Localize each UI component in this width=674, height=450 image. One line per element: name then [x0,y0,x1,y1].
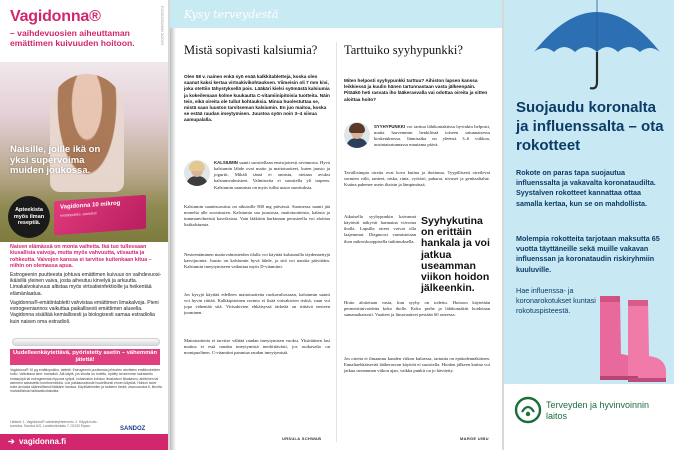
cursor-icon: ➔ [8,437,15,446]
q1-answer-3: Nesteentäminen maitovalmisteiden tilalla voi käyttää kalsiumilla täydennettyjä kasvijuomia. Juusto on kalsiumin hyvä lähde, ja sitä voi nauttia päivittäin. Kalsiumin imeytymiseen vaikuttaa myös D-vitamiini. [184,252,330,270]
package-title: Vagidonna 10 mikrog [60,200,121,211]
ad-body-text: Estrogeenin puutteesta johtuva emättimen kuivuus on vaihdevuosi-ikäisillä yleinen vaiva, josta aiheutuu kirvelyä ja arkuutta. Limakalvokuivuus altistaa myös virtsatieinfektioille ja heikentää elämänlaatua. [10,272,162,297]
q1-answer-2: Kalsiumin saantisuositus on aikuisille 800 mg päivässä. Suomessa saanti jää monelta alle suositusten. Kalsiumia saa juustosta, maitotuotteista, kalasta ja tummanvihreistä kasviksista. Vain lääkärin harkinnan perusteella voi aloittaa lisäkalsiumia. [184,204,330,228]
ad-product-text: Vagidonna®-emätintabletti vahvistaa emättimen limakalvoja. Pieni estrogeeniannos vaikuttaa paikallisesti emättimen alueella. Vagidonna sisältää kemiallisesti ja biologisesti samaa estradiolia kuin naisen oma estradioli. [10,300,159,325]
pull-quote: Syyhykutina on erittäin hankala ja voi jatkua useamman viikon hoidon jälkeenkin. [421,215,490,295]
q2-answer-4: Hoito aloitetaan vasta, kun syyhy on todettu. Hoitoon käytetään permetriinivoidetta koko iholle. Koko perhe ja lähikontaktit hoidetaan samanaikaisesti. Vaatteet ja liinavaatteet pestään 60 asteessa. [344,300,490,318]
column-divider [336,42,337,442]
q2-title: Tarttuiko syyhypunkki? [344,43,463,57]
q1-answer-4: Jos kysyjä käyttää edelleen maitotuotteita ruokavaliossaan, kalsiumin saanti voi hyvin riittää. Kalkkipitoinen ravinto ei lisää virtsakivien riskiä, vaan voi jopa vähentää sitä. Virtsakivien ehkäisyssä tärkeää on riittävä nesteen juominen. [184,292,330,316]
package-subtitle: emätinpuikko, estradioli [60,211,97,218]
thl-organization-name: Terveyden ja hyvinvoinnin laitos [546,400,650,421]
website-label: vagidonna.fi [18,437,67,446]
expert-portrait-schwab [184,160,210,186]
ad-paragraph-3: Hae influenssa- ja koronarokotukset kuntasi rokotuspisteestä. [516,286,596,316]
expert-portrait-uibu [344,122,370,148]
ad-fine-print: Vagidonna® 10 µg emätinpuikko, tabletti. Estrogeenin puutteesta johtuvien atrofisten emätinoireiden hoito. Vaikuttava aine: estradioli. Älä käytä, jos sinulla on todettu, epäilty tai aiemmin sairastettu rintasyöpä tai estrogeenista riippuva syöpä, hoitamaton kohdun limakalvon liikakasvu, aktiivinen tai aiemmin sairastettu tromboembolia. Lue pakkausseloste huolellisesti ennen käyttöä. Hoidon tarve tulee arvioida säännöllisesti lääkärin kanssa. Käyttöaiheiden ja tuotteen tiedot: www.sandoz.fi. Ilmoita mahdollisista haittavaikutuksista. [10,368,162,394]
ad-paragraph-1: Rokote on paras tapa suojautua influenssalta ja vakavalta koronataudilta. Syystalven rokotteet kannattaa ottaa samalla kertaa, kun se on mahdollista. [516,168,656,208]
ad-paragraph-2: Molempia rokotteita tarjotaan maksutta 65 vuotta täyttäneille sekä muille vakavan influenssan ja koronataudin riskiryhmiin kuuluville. [516,234,660,274]
q2-question: Miten helposti syyhypunkki tarttuu? Aihiston lapsen kanssa leikkiessä ja kuulin hänen tartunnastaan vasta jälkeenpäin. Pitääkö heti rasvata iho lääkerasvalla vai odottaa oireita ja sitten aloittaa hoito? [344,78,488,102]
q2-answer-lead: SYYHYPUNKKI [374,124,406,129]
applicator-image [12,338,160,346]
vagidonna-brand: Vagidonna® [10,8,101,25]
product-package [54,195,146,235]
q2-answer-intro [374,124,490,149]
vagidonna-website-link[interactable] [0,434,168,450]
section-title: Kysy terveydestä [184,8,279,21]
ad-headline: Naisille, joille ikä on yksi supervoima muiden joukossa. [10,144,101,176]
ad-sources: Lähteet: 1. Vagidonna® valmisteyhteenveto. 2. Käypä hoito -suositus. Sandoz A/S, Lundbeckinkatu 7, 02130 Espoo. [10,420,99,429]
q2-answer-1: voi tarttua lähikontaktissa hyvinkin helposti, mutta harvemmin henkilöstä toiseen satunnaisessa kosketuksessa. Itämisaika on yleensä 3–6 viikkoa, uusintatartunnassa muutama päivä. [374,124,490,148]
ad-intro-text: Naisen elämässä on monia vaiheita. Ikä tuo tullessaan kiusallisia vaivoja, mutta myös vahvuutta, viisautta ja rohkeutta. Vaivojen kanssa ei tarvitse kuitenkaan kitua – niihin on olemassa apua. [10,244,152,270]
q1-answer-lead: KALSIUMIN [214,160,238,165]
page-gutter [170,0,176,450]
q1-byline: URSULA SCHWAB [282,436,322,441]
q1-title: Mistä sopivasti kalsiumia? [184,43,318,57]
rubber-boots-icon [594,292,670,384]
vagidonna-tagline: – vaihdevuosien aiheuttaman emättimen kuivuuden hoitoon. [10,28,135,48]
ad-code: FI2302052480 2/2023 [160,6,165,46]
q2-answer-2: Tavallisimpia oireita ovat kova kutina ja ihottuma. Tyypillisesti oireilevat sormien välit, ranteet, niska, rinta, vyötärö, pakarat, nivuset ja genitaalialue. Kutina pahenee usein iltaisin ja lämpimässä. [344,170,490,188]
pharmacy-badge: Apteekista myös ilman reseptiä. [8,196,50,238]
thl-logo-icon [514,396,542,424]
q1-answer-5: Maitotuotteita ei tarvitse välttää raudan imeytymisen vuoksi. Yksittäinen lasi maitoa ei estä raudan imeytymistä merkittävästi, jos ruokavalio on monipuolinen. C-vitamiini parantaa raudan imeytymistä. [184,338,330,356]
thl-vaccination-advertisement [504,0,674,450]
sandoz-logo: SANDOZ [120,426,146,432]
q2-answer-5: Jos oireita ei ilmaannu kuuden viikon kuluessa, tartunta on epätodennäköinen. Ennaltaehkäisevää lääkerasvan käyttöä ei suositella. Hoidon jälkeen kutina voi jatkua useamman viikon ajan, vaikka punkit on jo hävitetty. [344,356,490,374]
health-qa-article [170,0,502,450]
applicator-banner: Uudelleenkäytettävä, pyöristetty asetin – vähemmän jätettä! [10,349,160,365]
umbrella-icon [532,0,662,92]
q1-question: Olen 58 v. nainen enkä syö enää kalkkitabletteja, koska olen saanut kaksi kertaa virtsakivikohtauksen. Viimeisin oli 7 mm kivi, joka otettiin tähystyksellä pois. Lääkäri kielsi syömästä kalsiumia ja kokeilemaan kolme kuukautta C-vitamiinipitoisia tuotteita. Näin tein, eikä oireita ole tullut kohtauksia. Minua huolestuttaa se, mistä saan luuston tarvitseman kalsiumin. En juo maitoa, koska se estää raudan imeytymisen. Juustoa syön noin 3–4 siivua aamupalalla. [184,74,330,123]
q2-answer-3: Aikuisella syyhypunkin kaivamat käytävät näkyvät harmaina viivoina iholla. Lapsilla oireet voivat olla laajemmat. Diagnoosi varmistetaan ihon mikroskooppisella tutkimuksella. [344,214,416,244]
q1-answer-intro [214,160,330,191]
q1-answer-1: saanti suositellaan ensisijaisesti ravinnosta. Hyvä kalsiumin lähde ovat maito ja maitotuotteet, kuten juusto ja jogurtti. Mikäli tämä ei onnistu, otetaan avuksi kalsiumvalmisteet. Valmisteita ei suositella yli tarpeen. Kalsiumin saannista on myös tullut uusia suosituksia. [214,160,331,190]
q2-byline: MARGE UIBU [460,436,489,441]
ad-headline: Suojaudu koronalta ja influenssalta – ota rokotteet [516,99,664,154]
vagidonna-advertisement [0,0,168,450]
